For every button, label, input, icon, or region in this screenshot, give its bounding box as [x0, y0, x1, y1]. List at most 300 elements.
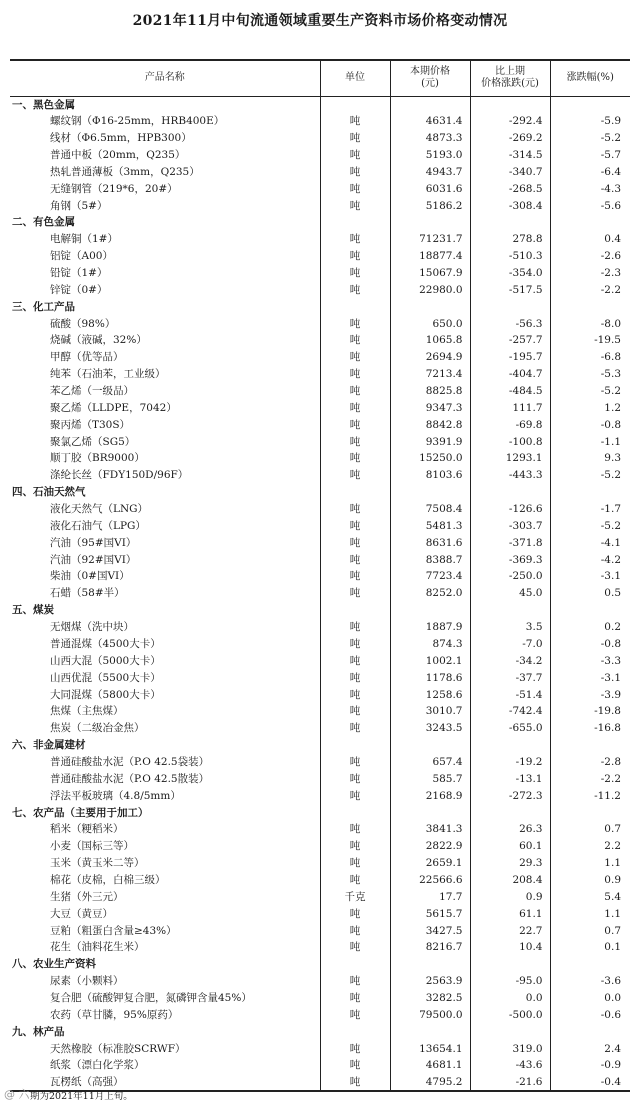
table-row: [10, 163, 630, 180]
unit-cell: 吨: [320, 905, 390, 922]
current-price-cell: 8252.0: [390, 585, 470, 602]
category-row: [10, 298, 630, 315]
table-row: [10, 231, 630, 248]
unit-cell: [320, 956, 390, 973]
current-price-cell: 79500.0: [390, 1006, 470, 1023]
price-change-cell: 60.1: [470, 838, 550, 855]
price-change-cell: -51.4: [470, 686, 550, 703]
table-row: [10, 147, 630, 164]
price-change-cell: [470, 1023, 550, 1040]
unit-cell: 吨: [320, 163, 390, 180]
table-row: [10, 821, 630, 838]
table-row: [10, 973, 630, 990]
product-name-cell: 尿素（小颗料）: [50, 975, 124, 988]
header-price-change-line2: 价格涨跌(元): [481, 78, 539, 90]
product-name-cell: 电解铜（1#）: [50, 233, 118, 246]
change-percent-cell: 0.0: [550, 990, 630, 1007]
current-price-cell: [390, 737, 470, 754]
table-row: [10, 922, 630, 939]
change-percent-cell: 5.4: [550, 888, 630, 905]
table-row: [10, 720, 630, 737]
change-percent-cell: -4.2: [550, 551, 630, 568]
current-price-cell: [390, 1023, 470, 1040]
price-change-cell: 319.0: [470, 1040, 550, 1057]
change-percent-cell: -19.5: [550, 332, 630, 349]
current-price-cell: 22566.6: [390, 872, 470, 889]
table-row: [10, 197, 630, 214]
product-name-cell: 液化天然气（LNG）: [50, 503, 149, 516]
unit-cell: 吨: [320, 990, 390, 1007]
unit-cell: 吨: [320, 416, 390, 433]
category-row: [10, 737, 630, 754]
current-price-cell: 1258.6: [390, 686, 470, 703]
price-change-cell: -404.7: [470, 366, 550, 383]
change-percent-cell: -0.8: [550, 416, 630, 433]
unit-cell: 吨: [320, 703, 390, 720]
change-percent-cell: -5.3: [550, 366, 630, 383]
product-name-cell: 稻米（粳稻米）: [50, 823, 124, 836]
unit-cell: 千克: [320, 888, 390, 905]
change-percent-cell: 1.1: [550, 905, 630, 922]
table-row: [10, 619, 630, 636]
price-change-cell: -268.5: [470, 180, 550, 197]
table-row: [10, 265, 630, 282]
category-row: [10, 214, 630, 231]
change-percent-cell: 1.2: [550, 399, 630, 416]
unit-cell: 吨: [320, 399, 390, 416]
current-price-cell: 22980.0: [390, 281, 470, 298]
category-row: [10, 602, 630, 619]
product-name-cell: 玉米（黄玉米二等）: [50, 857, 145, 870]
unit-cell: 吨: [320, 248, 390, 265]
current-price-cell: [390, 602, 470, 619]
change-percent-cell: -0.8: [550, 636, 630, 653]
product-name-cell: 无烟煤（洗中块）: [50, 621, 134, 634]
price-change-cell: -21.6: [470, 1074, 550, 1091]
change-percent-cell: -6.8: [550, 349, 630, 366]
product-name-cell: 花生（油料花生米）: [50, 941, 145, 954]
table-row: [10, 652, 630, 669]
price-change-cell: [470, 96, 550, 113]
price-change-cell: 0.9: [470, 888, 550, 905]
table-row: [10, 636, 630, 653]
table-row: [10, 315, 630, 332]
unit-cell: 吨: [320, 872, 390, 889]
table-row: [10, 517, 630, 534]
unit-cell: 吨: [320, 720, 390, 737]
current-price-cell: 6031.6: [390, 180, 470, 197]
price-change-cell: [470, 214, 550, 231]
table-row: [10, 366, 630, 383]
unit-cell: 吨: [320, 973, 390, 990]
header-current-price-line1: 本期价格: [410, 66, 450, 78]
product-name-cell: 农药（草甘膦，95%原药）: [50, 1008, 179, 1021]
change-percent-cell: -5.2: [550, 467, 630, 484]
price-change-cell: 61.1: [470, 905, 550, 922]
current-price-cell: 8103.6: [390, 467, 470, 484]
current-price-cell: 7508.4: [390, 501, 470, 518]
product-name-cell: 焦煤（主焦煤）: [50, 705, 124, 718]
product-name-cell: 无缝钢管（219*6，20#）: [50, 182, 178, 195]
price-change-cell: -34.2: [470, 652, 550, 669]
unit-cell: [320, 1023, 390, 1040]
unit-cell: 吨: [320, 332, 390, 349]
change-percent-cell: -2.2: [550, 770, 630, 787]
unit-cell: 吨: [320, 450, 390, 467]
table-row: [10, 248, 630, 265]
table-row: [10, 838, 630, 855]
change-percent-cell: -3.9: [550, 686, 630, 703]
category-name-cell: 六、非金属建材: [12, 739, 86, 752]
unit-cell: 吨: [320, 1074, 390, 1091]
change-percent-cell: 0.1: [550, 939, 630, 956]
watermark-logo: @ 六: [4, 1088, 30, 1101]
current-price-cell: [390, 956, 470, 973]
product-name-cell: 浮法平板玻璃（4.8/5mm）: [50, 789, 181, 802]
table-row: [10, 787, 630, 804]
price-change-cell: 45.0: [470, 585, 550, 602]
current-price-cell: 4631.4: [390, 113, 470, 130]
product-name-cell: 甲醇（优等品）: [50, 351, 124, 364]
product-name-cell: 热轧普通薄板（3mm，Q235）: [50, 165, 200, 178]
product-name-cell: 石蜡（58#半）: [50, 587, 125, 600]
change-percent-cell: -0.6: [550, 1006, 630, 1023]
change-percent-cell: -5.6: [550, 197, 630, 214]
product-name-cell: 瓦楞纸（高强）: [10, 1074, 320, 1091]
product-name-cell: 小麦（国标三等）: [50, 840, 134, 853]
table-row: [10, 130, 630, 147]
price-change-cell: [470, 602, 550, 619]
change-percent-cell: -2.6: [550, 248, 630, 265]
product-name-cell: 棉花（皮棉，白棉三级）: [50, 873, 166, 886]
table-row: [10, 416, 630, 433]
change-percent-cell: -0.4: [550, 1074, 630, 1091]
table-row: [10, 990, 630, 1007]
table-row: [10, 703, 630, 720]
unit-cell: [320, 602, 390, 619]
change-percent-cell: [550, 737, 630, 754]
table-row: [10, 568, 630, 585]
product-name-cell: 大同混煤（5800大卡）: [50, 688, 161, 701]
price-change-cell: -43.6: [470, 1057, 550, 1074]
change-percent-cell: -1.1: [550, 433, 630, 450]
table-row: [10, 905, 630, 922]
unit-cell: 吨: [320, 551, 390, 568]
price-change-cell: -517.5: [470, 281, 550, 298]
product-name-cell: 苯乙烯（一级品）: [50, 385, 134, 398]
product-name-cell: 普通硅酸盐水泥（P.O 42.5袋装）: [50, 755, 210, 768]
category-name-cell: 七、农产品（主要用于加工）: [12, 806, 149, 819]
product-name-cell: 顺丁胶（BR9000）: [50, 452, 145, 465]
price-change-cell: 22.7: [470, 922, 550, 939]
product-name-cell: 复合肥（硫酸钾复合肥，氮磷钾含量45%）: [50, 991, 252, 1004]
change-percent-cell: [550, 1023, 630, 1040]
product-name-cell: 纯苯（石油苯，工业级）: [50, 368, 166, 381]
current-price-cell: 8825.8: [390, 383, 470, 400]
table-body: [10, 96, 630, 1091]
change-percent-cell: 1.1: [550, 855, 630, 872]
table-row: [10, 888, 630, 905]
table-row: [10, 1040, 630, 1057]
price-table: [10, 59, 630, 1092]
category-row: [10, 1023, 630, 1040]
category-row: [10, 956, 630, 973]
product-name-cell: 普通中板（20mm，Q235）: [50, 149, 186, 161]
change-percent-cell: -2.3: [550, 265, 630, 282]
unit-cell: 吨: [320, 619, 390, 636]
change-percent-cell: 0.7: [550, 922, 630, 939]
current-price-cell: 9347.3: [390, 399, 470, 416]
product-name-cell: 豆粕（粗蛋白含量≥43%）: [50, 924, 177, 937]
price-change-cell: -510.3: [470, 248, 550, 265]
unit-cell: 吨: [320, 855, 390, 872]
change-percent-cell: 2.2: [550, 838, 630, 855]
product-name-cell: 聚氯乙烯（SG5）: [50, 435, 136, 448]
product-name-cell: 大豆（黄豆）: [50, 907, 113, 920]
unit-cell: 吨: [320, 922, 390, 939]
category-name-cell: 三、化工产品: [12, 300, 75, 313]
unit-cell: [320, 96, 390, 113]
current-price-cell: 8842.8: [390, 416, 470, 433]
change-percent-cell: [550, 484, 630, 501]
change-percent-cell: -5.2: [550, 130, 630, 147]
current-price-cell: 2659.1: [390, 855, 470, 872]
category-name-cell: 八、农业生产资料: [12, 958, 96, 971]
category-row: [10, 484, 630, 501]
header-current-price: [390, 60, 470, 96]
product-name-cell: 线材（Φ6.5mm，HPB300）: [50, 132, 192, 145]
price-change-cell: -250.0: [470, 568, 550, 585]
price-change-cell: -269.2: [470, 130, 550, 147]
table-row: [10, 332, 630, 349]
change-percent-cell: -16.8: [550, 720, 630, 737]
unit-cell: 吨: [320, 568, 390, 585]
table-row: [10, 686, 630, 703]
current-price-cell: 3841.3: [390, 821, 470, 838]
product-name-cell: 螺纹钢（Φ16-25mm，HRB400E）: [50, 115, 225, 128]
change-percent-cell: -2.8: [550, 754, 630, 771]
unit-cell: 吨: [320, 467, 390, 484]
price-change-cell: -314.5: [470, 147, 550, 164]
change-percent-cell: -2.2: [550, 281, 630, 298]
change-percent-cell: -0.9: [550, 1057, 630, 1074]
change-percent-cell: 0.5: [550, 585, 630, 602]
price-change-cell: -56.3: [470, 315, 550, 332]
current-price-cell: 5186.2: [390, 197, 470, 214]
header-current-price-line2: (元): [421, 78, 439, 90]
current-price-cell: 1065.8: [390, 332, 470, 349]
change-percent-cell: [550, 214, 630, 231]
product-name-cell: 生猪（外三元）: [50, 890, 124, 903]
current-price-cell: 17.7: [390, 888, 470, 905]
category-name-cell: 四、石油天然气: [12, 486, 86, 499]
product-name-cell: 山西大混（5000大卡）: [50, 654, 161, 667]
document-title: 2021年11月中旬流通领域重要生产资料市场价格变动情况: [132, 13, 508, 29]
unit-cell: 吨: [320, 754, 390, 771]
table-header-row: [10, 60, 630, 96]
price-change-cell: -69.8: [470, 416, 550, 433]
current-price-cell: 3243.5: [390, 720, 470, 737]
unit-cell: 吨: [320, 534, 390, 551]
price-change-cell: -742.4: [470, 703, 550, 720]
price-change-cell: -37.7: [470, 669, 550, 686]
table-row: [10, 534, 630, 551]
unit-cell: 吨: [320, 1057, 390, 1074]
product-name-cell: 角钢（5#）: [50, 199, 108, 212]
unit-cell: 吨: [320, 231, 390, 248]
current-price-cell: 5615.7: [390, 905, 470, 922]
price-change-cell: 0.0: [470, 990, 550, 1007]
unit-cell: [320, 214, 390, 231]
product-name-cell: 普通硅酸盐水泥（P.O 42.5散装）: [50, 772, 210, 785]
change-percent-cell: [550, 96, 630, 113]
product-name-cell: 硫酸（98%）: [50, 317, 116, 330]
unit-cell: 吨: [320, 787, 390, 804]
price-change-cell: -19.2: [470, 754, 550, 771]
unit-cell: 吨: [320, 265, 390, 282]
price-change-cell: 3.5: [470, 619, 550, 636]
product-name-cell: 纸浆（漂白化学浆）: [50, 1059, 145, 1072]
unit-cell: 吨: [320, 517, 390, 534]
current-price-cell: 7723.4: [390, 568, 470, 585]
change-percent-cell: -5.9: [550, 113, 630, 130]
current-price-cell: 657.4: [390, 754, 470, 771]
price-change-cell: -354.0: [470, 265, 550, 282]
change-percent-cell: -5.2: [550, 383, 630, 400]
current-price-cell: 1002.1: [390, 652, 470, 669]
header-change-percent: 涨跌幅(%): [550, 60, 630, 96]
unit-cell: [320, 298, 390, 315]
current-price-cell: 3282.5: [390, 990, 470, 1007]
category-name-cell: 九、林产品: [12, 1025, 65, 1038]
change-percent-cell: -8.0: [550, 315, 630, 332]
unit-cell: 吨: [320, 130, 390, 147]
unit-cell: 吨: [320, 585, 390, 602]
price-change-cell: [470, 804, 550, 821]
change-percent-cell: -4.1: [550, 534, 630, 551]
category-name-cell: 一、黑色金属: [12, 98, 75, 111]
unit-cell: 吨: [320, 433, 390, 450]
unit-cell: 吨: [320, 315, 390, 332]
change-percent-cell: [550, 956, 630, 973]
price-change-cell: [470, 737, 550, 754]
table-row: [10, 113, 630, 130]
unit-cell: 吨: [320, 366, 390, 383]
unit-cell: 吨: [320, 939, 390, 956]
current-price-cell: 1178.6: [390, 669, 470, 686]
change-percent-cell: [550, 298, 630, 315]
current-price-cell: 585.7: [390, 770, 470, 787]
unit-cell: [320, 804, 390, 821]
product-name-cell: 天然橡胶（标准胶SCRWF）: [50, 1042, 186, 1055]
unit-cell: 吨: [320, 147, 390, 164]
price-change-cell: -195.7: [470, 349, 550, 366]
change-percent-cell: 0.9: [550, 872, 630, 889]
price-change-cell: -7.0: [470, 636, 550, 653]
current-price-cell: 15067.9: [390, 265, 470, 282]
product-name-cell: 山西优混（5500大卡）: [50, 671, 161, 684]
price-change-cell: [470, 484, 550, 501]
price-change-cell: -13.1: [470, 770, 550, 787]
table-row: [10, 433, 630, 450]
change-percent-cell: [550, 602, 630, 619]
current-price-cell: 4795.2: [390, 1074, 470, 1091]
change-percent-cell: 2.4: [550, 1040, 630, 1057]
table-row: [10, 180, 630, 197]
unit-cell: 吨: [320, 821, 390, 838]
change-percent-cell: -19.8: [550, 703, 630, 720]
price-change-cell: -369.3: [470, 551, 550, 568]
change-percent-cell: 9.3: [550, 450, 630, 467]
table-row: [10, 450, 630, 467]
product-name-cell: 聚乙烯（LLDPE，7042）: [50, 401, 177, 414]
header-product-name: 产品名称: [10, 60, 320, 96]
change-percent-cell: -3.1: [550, 568, 630, 585]
current-price-cell: 4681.1: [390, 1057, 470, 1074]
current-price-cell: 5193.0: [390, 147, 470, 164]
price-change-cell: -655.0: [470, 720, 550, 737]
current-price-cell: 2168.9: [390, 787, 470, 804]
price-change-cell: -484.5: [470, 383, 550, 400]
change-percent-cell: 0.4: [550, 231, 630, 248]
table-row: [10, 399, 630, 416]
table-row: [10, 754, 630, 771]
unit-cell: 吨: [320, 197, 390, 214]
unit-cell: [320, 737, 390, 754]
product-name-cell: 烧碱（液碱，32%）: [50, 334, 147, 347]
price-change-cell: -443.3: [470, 467, 550, 484]
current-price-cell: [390, 96, 470, 113]
table-row: [10, 770, 630, 787]
product-name-cell: 汽油（95#国VI）: [50, 536, 137, 549]
price-change-cell: 278.8: [470, 231, 550, 248]
price-change-cell: -303.7: [470, 517, 550, 534]
price-change-cell: -500.0: [470, 1006, 550, 1023]
change-percent-cell: -3.3: [550, 652, 630, 669]
current-price-cell: [390, 484, 470, 501]
current-price-cell: 8216.7: [390, 939, 470, 956]
unit-cell: 吨: [320, 180, 390, 197]
unit-cell: 吨: [320, 1040, 390, 1057]
price-change-cell: 10.4: [470, 939, 550, 956]
header-price-change: [470, 60, 550, 96]
price-change-cell: 111.7: [470, 399, 550, 416]
category-row: [10, 96, 630, 113]
table-row: [10, 349, 630, 366]
unit-cell: 吨: [320, 383, 390, 400]
product-name-cell: 液化石油气（LPG）: [50, 519, 146, 532]
price-change-cell: 208.4: [470, 872, 550, 889]
table-row: [10, 939, 630, 956]
price-change-cell: -340.7: [470, 163, 550, 180]
category-name-cell: 二、有色金属: [12, 216, 75, 229]
change-percent-cell: -11.2: [550, 787, 630, 804]
category-row: [10, 804, 630, 821]
current-price-cell: [390, 804, 470, 821]
current-price-cell: 7213.4: [390, 366, 470, 383]
current-price-cell: 18877.4: [390, 248, 470, 265]
table-row: [10, 1057, 630, 1074]
product-name-cell: 汽油（92#国VI）: [50, 553, 137, 566]
price-change-cell: -257.7: [470, 332, 550, 349]
unit-cell: 吨: [320, 281, 390, 298]
price-change-cell: -292.4: [470, 113, 550, 130]
price-change-cell: -308.4: [470, 197, 550, 214]
change-percent-cell: -3.1: [550, 669, 630, 686]
table-row: [10, 585, 630, 602]
table-row: [10, 872, 630, 889]
change-percent-cell: -5.7: [550, 147, 630, 164]
